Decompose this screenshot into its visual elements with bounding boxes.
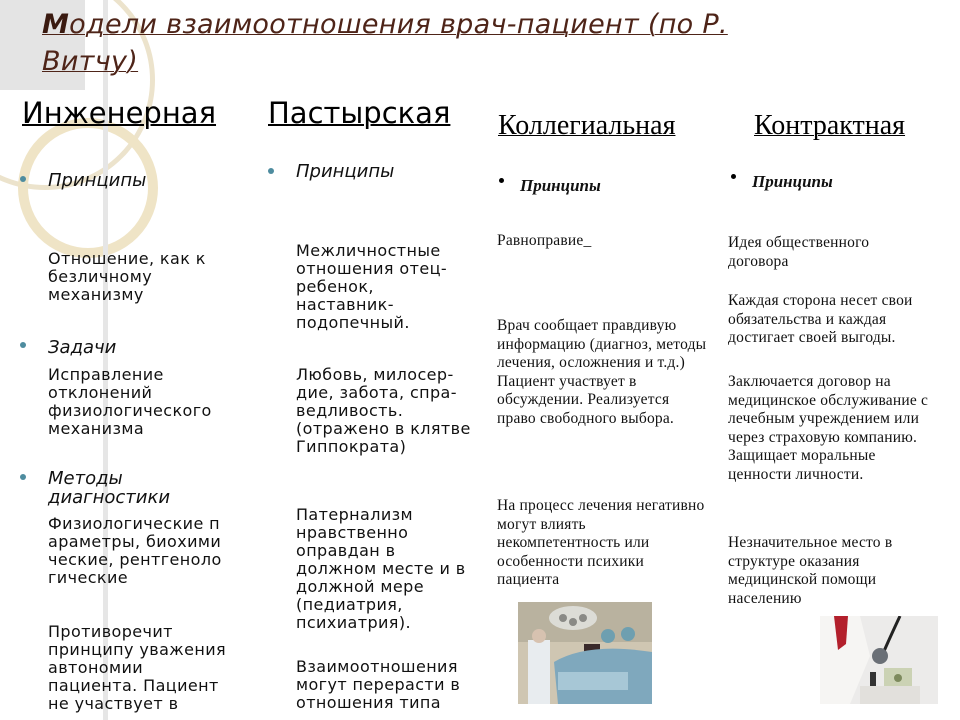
section-text: Отношение, как к безличному механизму [48,249,206,304]
paragraph: Каждая сторона несет свои обязательства и каждая достигает своей выгоды. [728,292,913,346]
bullet-icon [731,174,736,179]
section-label: Принципы [752,172,833,191]
section-text: Физиологические параметры, биохимические, рентгенологические [48,514,222,587]
section-label: Принципы [520,176,601,195]
section-label: Принципы [48,170,147,191]
paragraph: Идея общественного договора [728,234,870,270]
heading-collegial: Коллегиальная [498,110,676,141]
paragraph: Заключается договор на медицинское обслуживание с лечебным учреждением или через страховую компанию. Защищает моральные ценности личности. [728,373,929,483]
paragraph: На процесс лечения негативно могут влиять некомпетентность или особенности психики пациента [497,497,705,588]
paragraph: Межличностные отношения отец-ребенок, наставник-подопечный. [296,241,448,332]
paragraph: Патернализм нравственно оправдан в должном месте и в должной мере (педиатрия, психиатрия). [296,505,466,632]
section-label: Методы диагностики [48,468,171,508]
paragraph: Незначительное место в структуре оказания медицинской помощи населению [728,534,893,607]
bullet-icon [20,176,26,182]
section-text: Исправление отклонений физиологического механизма [48,365,212,438]
title-text: одели взаимоотношения врач-пациент (по Р. Витчу) [42,9,728,77]
paragraph: Взаимоотношения могут перерасти в отношения типа [296,657,461,712]
heading-engineering: Инженерная [22,96,217,130]
paragraph: Любовь, милосер-дие, забота, спра-ведливость. (отражено в клятве Гиппократа) [296,365,471,456]
title-initial: М [42,9,70,40]
bullet-icon [20,474,26,480]
bullet-icon [20,342,26,348]
section-label: Задачи [48,337,117,358]
bullet-icon [499,178,504,183]
heading-contractual: Контрактная [754,110,906,141]
slide-title [42,6,802,80]
bullet-icon [268,168,274,174]
operating-room-photo [518,602,652,704]
heading-pastoral: Пастырская [268,96,451,130]
paragraph: Врач сообщает правдивую информацию (диагноз, методы лечения, осложнения и т.д.) Пациент участвует в обсуждении. Реализуется право свободного выбора. [497,317,707,427]
paragraph: Равноправие_ [497,232,592,249]
doctor-coat-money-photo [820,616,938,704]
section-label: Принципы [296,161,395,182]
extra-text: Противоречит принципу уважения автономии пациента. Пациент не участвует в [48,622,227,713]
